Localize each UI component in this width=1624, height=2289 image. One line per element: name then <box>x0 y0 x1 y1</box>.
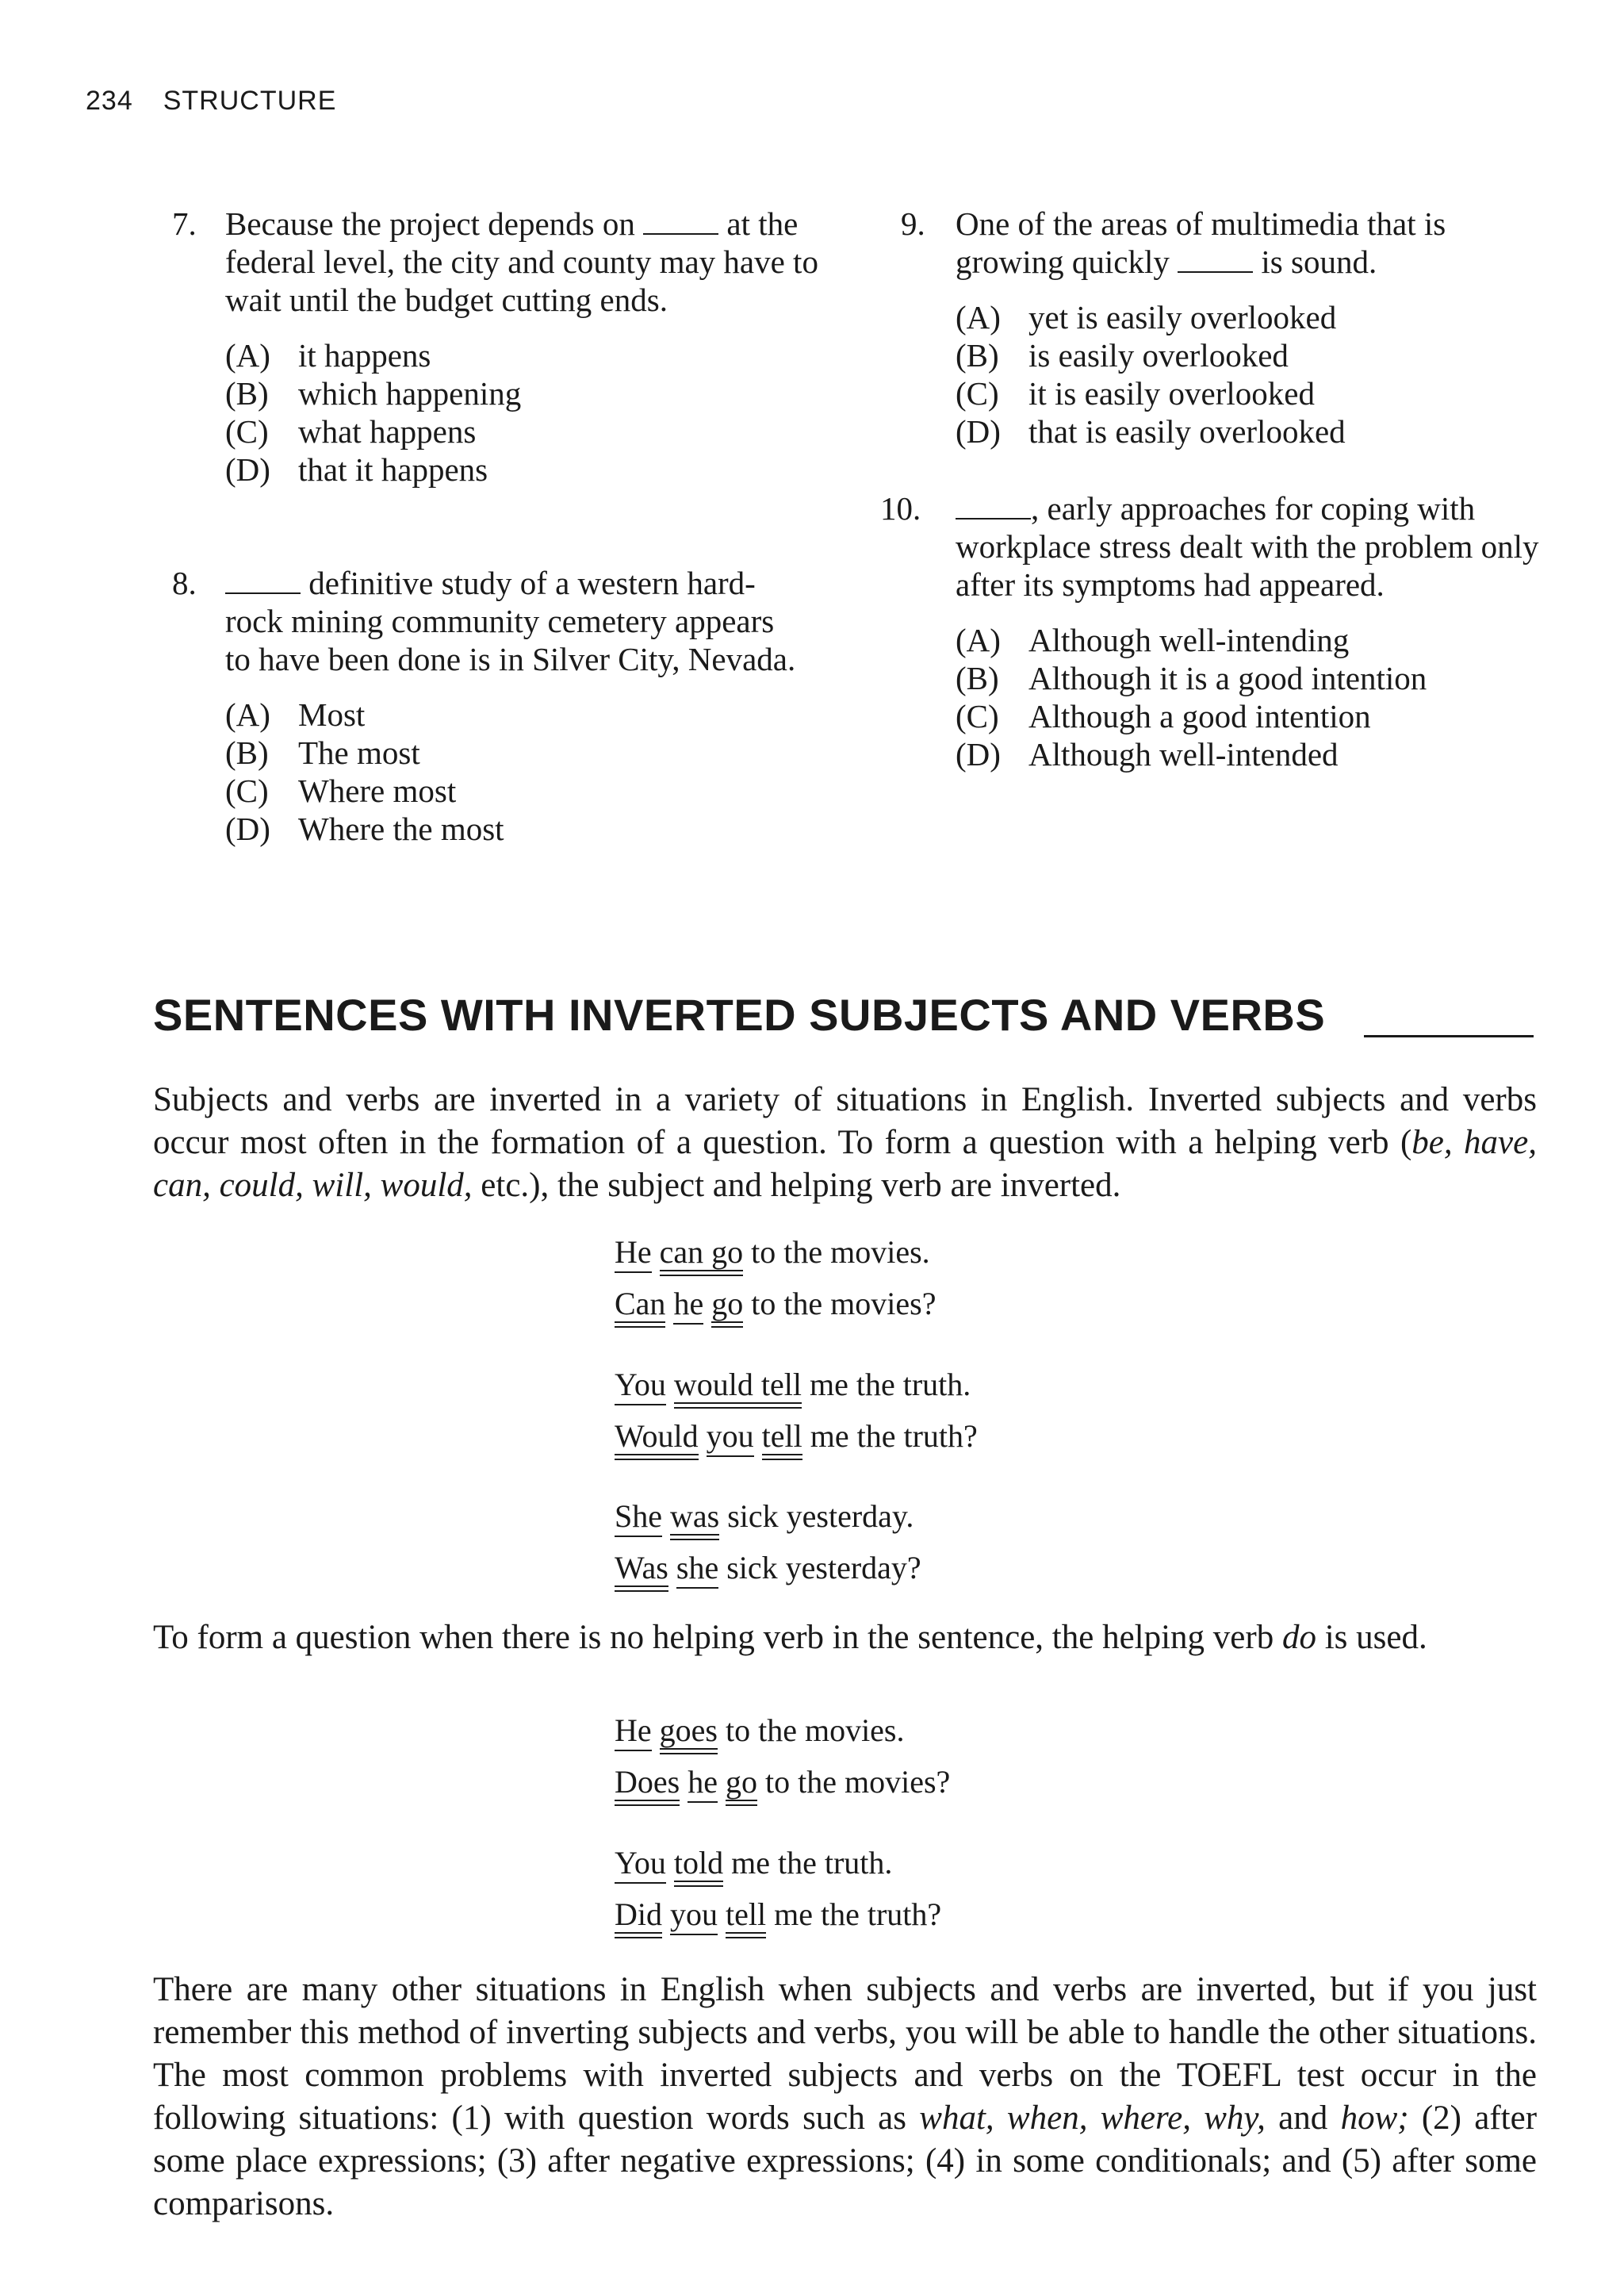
question-number: 9. <box>901 205 925 242</box>
example-sentence: Can he go to the movies? <box>615 1286 936 1321</box>
verb-underlined: Does <box>615 1764 680 1800</box>
answer-option[interactable]: (D) that is easily overlooked <box>956 413 1346 450</box>
question-stem: definitive study of a western hard-rock mining community cemetery appears to have been done is in Silver City, Nevada. <box>225 565 796 677</box>
subject-underlined: She <box>615 1498 662 1534</box>
question-8 <box>172 564 806 848</box>
question-stem: , early approaches for coping with workplace stress dealt with the problem only after its symptoms had appeared. <box>956 490 1539 603</box>
page-number: 234 <box>86 86 133 116</box>
example-sentence: You told me the truth. <box>615 1845 893 1881</box>
answer-option[interactable]: (D) Where the most <box>225 811 504 847</box>
verb-underlined: can go <box>659 1234 744 1270</box>
verb-underlined: would tell <box>673 1367 802 1402</box>
verb-underlined: told <box>673 1845 724 1881</box>
question-number: 10. <box>880 490 921 527</box>
heading-rule <box>1364 1035 1534 1037</box>
subject-underlined: he <box>688 1764 718 1800</box>
answer-option[interactable]: (C) it is easily overlooked <box>956 375 1315 412</box>
subject-underlined: he <box>673 1286 704 1321</box>
answer-option[interactable]: (B) The most <box>225 734 420 771</box>
answer-option[interactable]: (D) that it happens <box>225 451 488 488</box>
section-title: STRUCTURE <box>163 86 337 116</box>
verb-underlined: tell <box>726 1896 767 1932</box>
verb-underlined: Was <box>615 1550 668 1585</box>
subject-underlined: You <box>615 1367 666 1402</box>
subject-underlined: He <box>615 1234 652 1270</box>
verb-underlined: Did <box>615 1896 662 1932</box>
question-stem: Because the project depends on at the federal level, the city and county may have to wait until the budget cutting ends. <box>225 205 818 318</box>
subject-underlined: she <box>676 1550 719 1585</box>
answer-option[interactable]: (B) which happening <box>225 375 522 412</box>
answer-options <box>225 336 830 489</box>
answer-option[interactable]: (A) yet is easily overlooked <box>956 299 1337 335</box>
question-number: 7. <box>172 205 197 242</box>
example-sentence: He goes to the movies. <box>615 1712 905 1748</box>
answer-options <box>956 298 1551 451</box>
subject-underlined: you <box>706 1418 754 1454</box>
verb-underlined: goes <box>659 1712 718 1748</box>
example-sentence: Would you tell me the truth? <box>615 1418 978 1454</box>
answer-options <box>225 696 806 848</box>
answer-options <box>956 621 1554 773</box>
answer-blank <box>1178 270 1253 273</box>
intro-paragraph: Subjects and verbs are inverted in a variety of situations in English. Inverted subjects and verbs occur most often in the formation of a question. To form a question with a helping verb (be, have, can, could, will, would, etc.), the subject and helping verb are inverted. <box>153 1081 1537 1204</box>
answer-blank <box>956 517 1031 520</box>
helping-verbs-list: be, have, can, could, will, would, <box>153 1124 1537 1204</box>
answer-blank <box>225 592 301 594</box>
verb-underlined: go <box>711 1286 744 1321</box>
question-number: 8. <box>172 565 197 601</box>
question-stem: One of the areas of multimedia that is growing quickly is sound. <box>956 205 1446 280</box>
question-10 <box>880 489 1554 773</box>
example-sentence: Does he go to the movies? <box>615 1764 951 1800</box>
subject-underlined: He <box>615 1712 652 1748</box>
answer-option[interactable]: (C) what happens <box>225 413 477 450</box>
example-sentence: Did you tell me the truth? <box>615 1896 942 1932</box>
verb-underlined: tell <box>761 1418 802 1454</box>
answer-option[interactable]: (D) Although well-intended <box>956 736 1339 773</box>
verb-underlined: was <box>670 1498 720 1534</box>
verb-underlined: go <box>725 1764 757 1800</box>
question-9 <box>901 205 1551 451</box>
answer-blank <box>643 232 718 235</box>
section-heading: SENTENCES WITH INVERTED SUBJECTS AND VERBS <box>153 990 1326 1040</box>
answer-option[interactable]: (A) Although well-intending <box>956 622 1350 658</box>
answer-option[interactable]: (A) Most <box>225 696 366 733</box>
subject-underlined: You <box>615 1845 666 1881</box>
page-header <box>86 86 336 117</box>
example-sentence: Was she sick yesterday? <box>615 1550 921 1585</box>
middle-paragraph: To form a question when there is no helping verb in the sentence, the helping verb do is used. <box>153 1619 1427 1656</box>
verb-underlined: Can <box>615 1286 666 1321</box>
subject-underlined: you <box>670 1896 718 1932</box>
example-sentence: He can go to the movies. <box>615 1234 930 1270</box>
answer-option[interactable]: (B) Although it is a good intention <box>956 660 1427 696</box>
answer-option[interactable]: (C) Where most <box>225 773 457 809</box>
answer-option[interactable]: (C) Although a good intention <box>956 698 1371 734</box>
question-7 <box>172 205 830 489</box>
answer-option[interactable]: (B) is easily overlooked <box>956 337 1289 374</box>
example-sentence: She was sick yesterday. <box>615 1498 914 1534</box>
closing-paragraph: There are many other situations in English when subjects and verbs are inverted, but if you just remember this method of inverting subjects and verbs, you will be able to handle the other situations. The most common problems with inverted subjects and verbs on the TOEFL test occur in the following situations: (1) with question words such as what, when, where, why, and how; (2) after some place expressions; (3) after negative expressions; (4) in some conditionals; and (5) after some comparisons. <box>153 1971 1538 2222</box>
example-sentence: You would tell me the truth. <box>615 1367 971 1402</box>
answer-option[interactable]: (A) it happens <box>225 337 431 374</box>
verb-underlined: Would <box>615 1418 699 1454</box>
